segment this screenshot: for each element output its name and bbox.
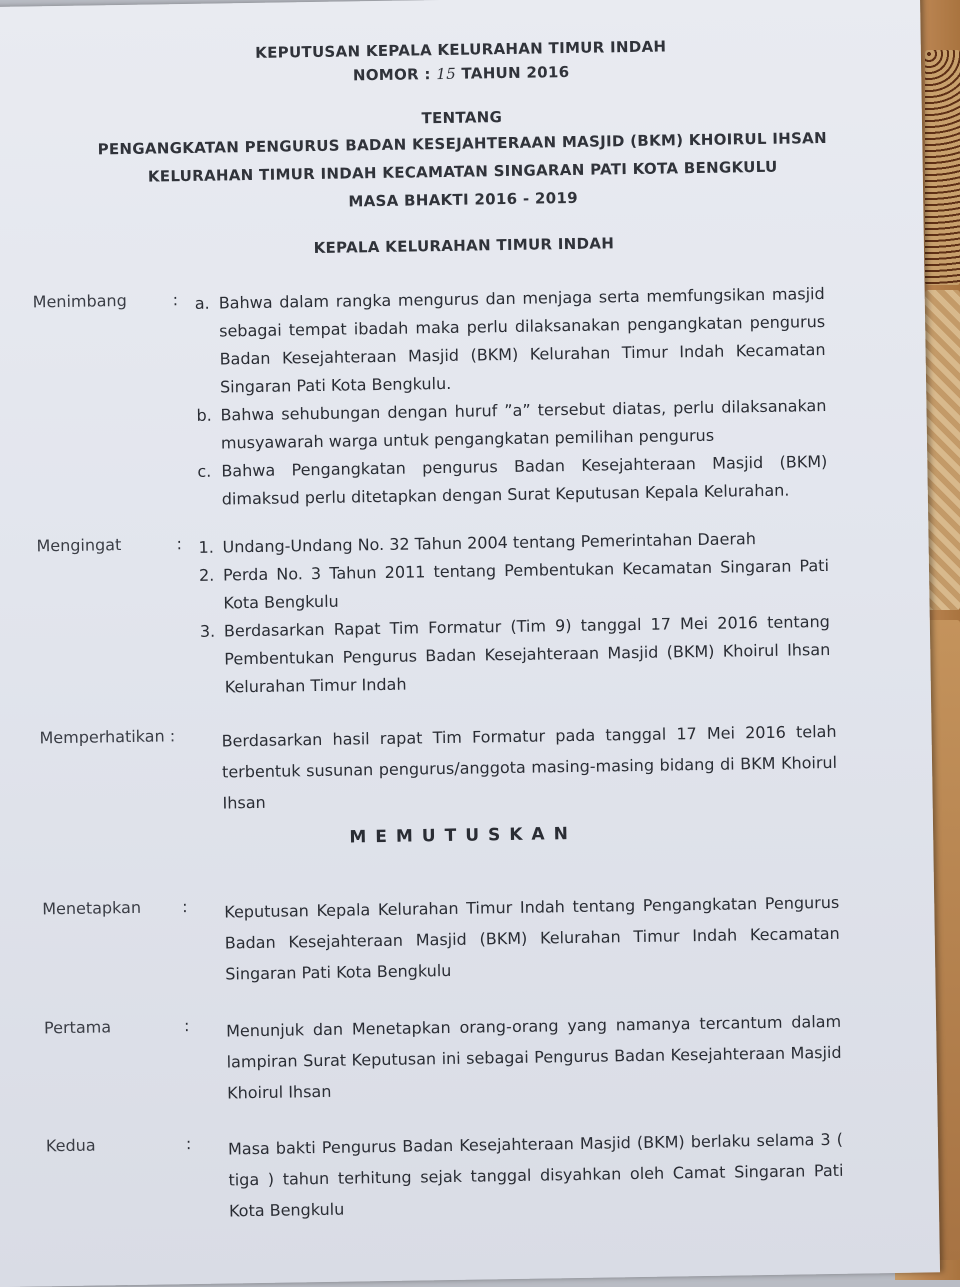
item-text: Bahwa sehubungan dengan huruf ”a” tersebut diatas, perlu dilaksanakan musyawarah warga untuk pengangkatan pemilihan pengurus <box>220 395 827 453</box>
mengingat-section <box>8 523 908 697</box>
section-colon: : <box>176 534 183 554</box>
nomor-label: NOMOR : <box>352 65 437 85</box>
decision-heading: MEMUTUSKAN <box>349 823 577 848</box>
authority-title: KEPALA KELURAHAN TIMUR INDAH <box>313 234 615 258</box>
section-text: Menunjuk dan Menetapkan orang-orang yang namanya tercantum dalam lampiran Surat Keputusan ini sebagai Pengurus Badan Kesejahteraan Masjid Khoirul Ihsan <box>226 1011 842 1103</box>
section-label: Menetapkan <box>42 897 142 919</box>
wall-tile <box>925 50 960 285</box>
wall-tile <box>925 290 960 610</box>
section-text: Masa bakti Pengurus Badan Kesejahteraan Masjid (BKM) berlaku selama 3 ( tiga ) tahun terhitung sejak tanggal disyahkan oleh Camat Singaran Pati Kota Bengkulu <box>227 1129 844 1221</box>
subject-line: PENGANGKATAN PENGURUS BADAN KESEJAHTERAAN MASJID (BKM) KHOIRUL IHSAN <box>97 128 828 159</box>
list-item <box>195 280 827 402</box>
section-label: Pertama <box>43 1017 112 1038</box>
pertama-section <box>16 1005 916 1103</box>
kedua-section <box>18 1123 918 1221</box>
section-label: Mengingat <box>36 535 122 556</box>
item-text: Undang-Undang No. 32 Tahun 2004 tentang Pemerintahan Daerah <box>222 529 757 557</box>
menimbang-section <box>5 279 905 509</box>
item-marker: b. <box>196 405 212 425</box>
section-label: Menimbang <box>32 290 127 312</box>
item-marker: 1. <box>198 537 214 557</box>
memperhatikan-section <box>11 715 911 813</box>
item-marker: a. <box>194 293 210 313</box>
item-marker: c. <box>197 461 212 481</box>
section-text: Keputusan Kepala Kelurahan Timur Indah tentang Pengangkatan Pengurus Badan Kesejahteraan Masjid (BKM) Kelurahan Timur Indah Kecamatan Singaran Pati Kota Bengkulu <box>224 892 840 984</box>
list-item <box>196 392 827 458</box>
references-list <box>198 524 831 702</box>
subject-line: MASA BHAKTI 2016 - 2019 <box>348 188 579 211</box>
section-colon: : <box>185 1134 192 1154</box>
list-item <box>200 608 831 702</box>
tentang-label: TENTANG <box>421 108 503 128</box>
list-item <box>197 448 828 514</box>
handwritten-number: 15 <box>436 64 457 84</box>
document-header <box>1 30 924 264</box>
menetapkan-section <box>14 886 914 984</box>
item-marker: 2. <box>198 565 215 585</box>
section-colon: : <box>182 897 188 917</box>
section-text: Berdasarkan hasil rapat Tim Formatur pada tanggal 17 Mei 2016 telah terbentuk susunan pengurus/anggota masing-masing bidang di BKM Khoirul Ihsan <box>221 721 838 813</box>
section-colon: : <box>183 1016 190 1036</box>
decree-title: KEPUTUSAN KEPALA KELURAHAN TIMUR INDAH <box>255 37 667 62</box>
section-label: Kedua <box>45 1135 96 1156</box>
item-text: Bahwa Pengangkatan pengurus Badan Kesejahteraan Masjid (BKM) dimaksud perlu ditetapkan dengan Surat Keputusan Kepala Kelurahan. <box>221 451 828 509</box>
item-text: Berdasarkan Rapat Tim Formatur (Tim 9) tanggal 17 Mei 2016 tentang Pembentukan Pengurus Badan Kesejahteraan Masjid (BKM) Khoirul Ihsan Kelurahan Timur Indah <box>223 611 831 697</box>
item-marker: 3. <box>199 621 216 641</box>
item-text: Bahwa dalam rangka mengurus dan menjaga serta memfungsikan masjid sebagai tempat ibadah maka perlu dilaksanakan pengangkatan pengurus Badan Kesejahteraan Masjid (BKM) Kelurahan Timur Indah Kecamatan Singaran Pati Kota Bengkulu. <box>218 283 826 397</box>
subject-line: KELURAHAN TIMUR INDAH KECAMATAN SINGARAN PATI KOTA BENGKULU <box>147 157 778 186</box>
nomor-year: TAHUN 2016 <box>455 62 570 83</box>
section-colon: : <box>172 290 179 310</box>
list-item <box>199 552 830 618</box>
considerations-list <box>195 280 828 514</box>
section-label: Memperhatikan : <box>39 726 176 748</box>
item-text: Perda No. 3 Tahun 2011 tentang Pembentukan Kecamatan Singaran Pati Kota Bengkulu <box>222 555 830 613</box>
